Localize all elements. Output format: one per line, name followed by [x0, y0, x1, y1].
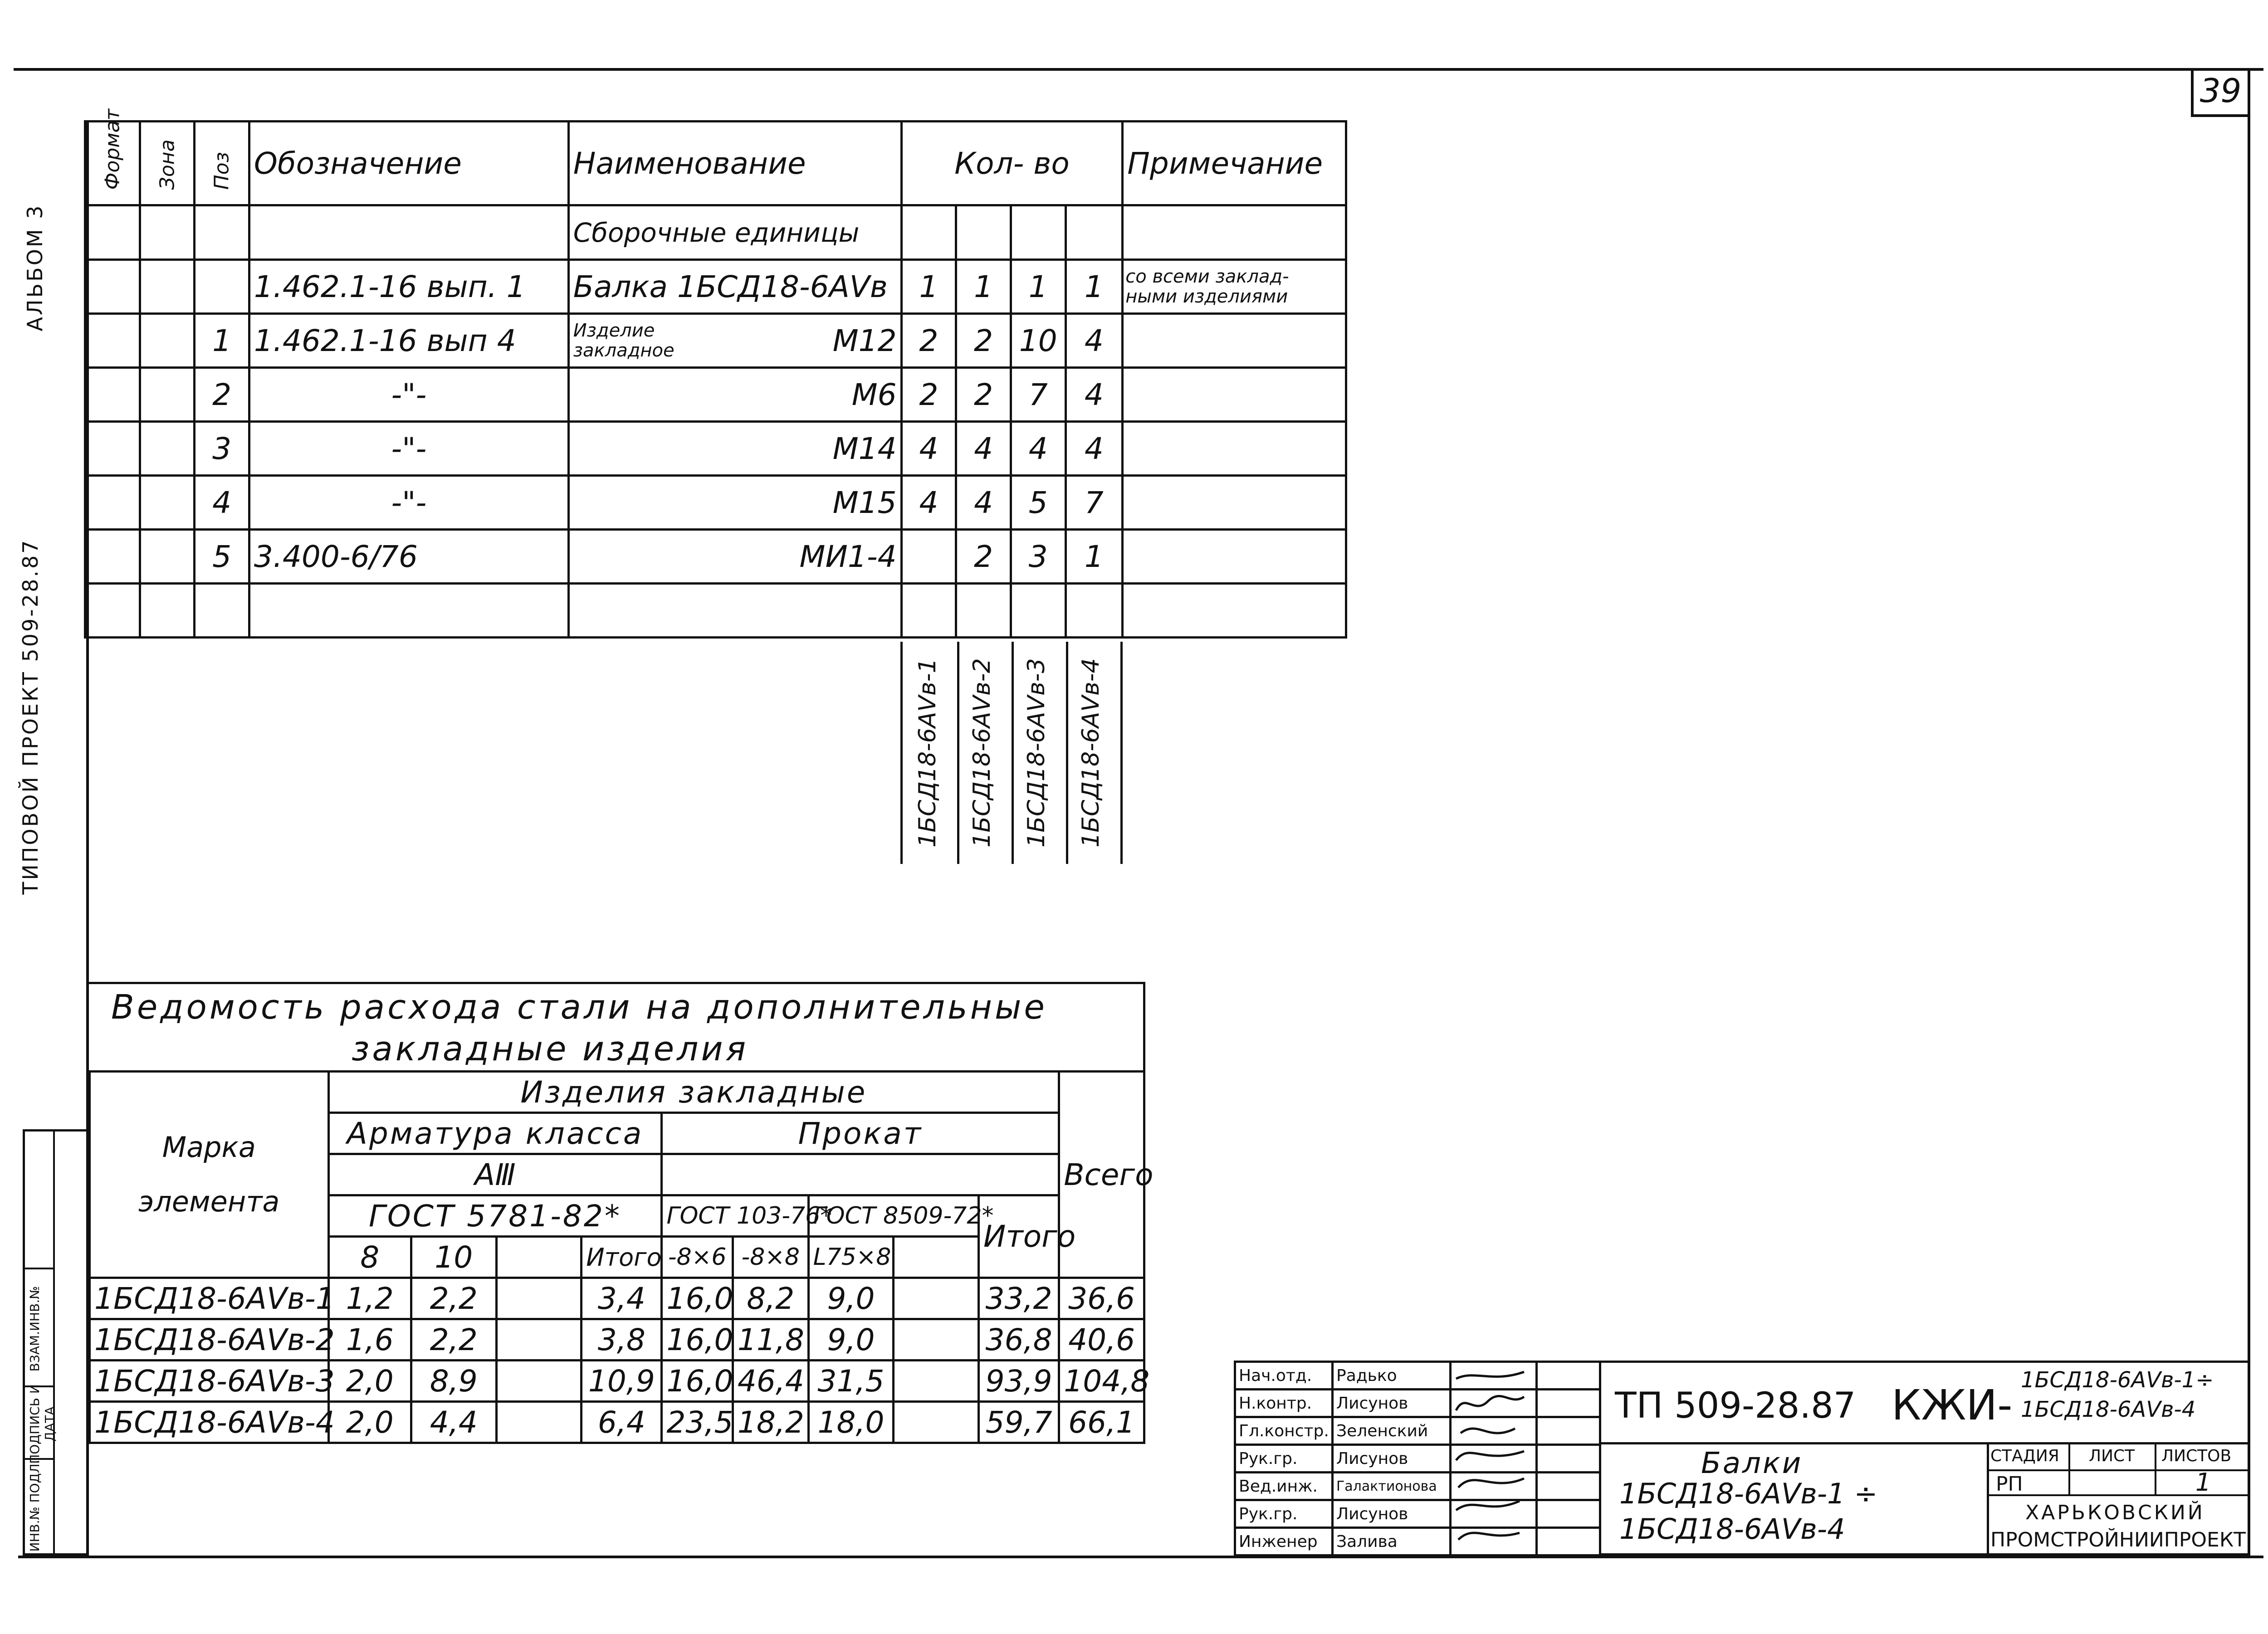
row-name: Изделие закладное М12	[568, 314, 901, 368]
table-row: 2 -"- М6 2 2 7 4	[85, 368, 1346, 422]
signature-6	[1456, 1501, 1520, 1510]
col-designation-header: Обозначение	[249, 122, 568, 205]
signature-1	[1456, 1372, 1524, 1379]
specification-table	[84, 108, 1347, 639]
table-row: 1БСД18-6АⅤв-2 1,6 2,2 3,8 16,0 11,8 9,0 36,8 40,6	[90, 1319, 1144, 1361]
organization-line-1: ХАРЬКОВСКИЙ	[2025, 1501, 2205, 1524]
table-row-empty	[85, 584, 1346, 638]
table-row: 1.462.1-16 вып. 1 Балка 1БСД18-6АⅤв 1 1 1 1 со всеми заклад- ными изделиями	[85, 260, 1346, 314]
doc-code: ТП 509-28.87	[1615, 1385, 1856, 1426]
signature-7	[1458, 1533, 1520, 1540]
section-title: Сборочные единицы	[568, 205, 901, 260]
steel-table: Марка элемента Изделия закладные Всего Арматура класса Прокат АⅢ ГОСТ 5781-82* ГОСТ 103-76* ГОСТ 8509-72* Итого 8 10 Итого -8×6 -8×8 L75×8 1БСД18-6АⅤв-1 1,2 2,2 3,4 16,0 8,2 9,0 33,2 36,6 1БСД18-6АⅤв-2 1,6 2,2 3,8 16,0 11,8 9,0 36,8 40,6 1БСД18-6АⅤв-3 2,0 8,9 10,9 16,0 46,4 31,5 93,9 104,8 1БСД18-6АⅤв-4 2,0 4,4 6,4 23,5 18,2 18,0 59,7 66,1	[88, 1070, 1145, 1444]
table-row: 4 -"- М15 4 4 5 7	[85, 476, 1346, 530]
table-row: 1БСД18-6АⅤв-4 2,0 4,4 6,4 23,5 18,2 18,0 59,7 66,1	[90, 1402, 1144, 1443]
stage-value: РП	[1996, 1473, 2023, 1496]
section-row	[85, 205, 1346, 260]
table-row: 1 1.462.1-16 вып 4 Изделие закладное М12 2 2 10 4	[85, 314, 1346, 368]
sheets-label: ЛИСТОВ	[2161, 1447, 2232, 1465]
kzh-label: КЖИ-	[1892, 1381, 2013, 1429]
frame-bottom-line	[18, 1556, 2263, 1558]
qty-col-label-2: 1БСД18-6АⅤв-2	[968, 658, 996, 848]
signatures	[1447, 1361, 1533, 1551]
signature-5	[1458, 1478, 1524, 1488]
signature-4	[1456, 1451, 1524, 1460]
left-stamp	[23, 1129, 86, 1556]
stamp-label-sign: ПОДПИСЬ И ДАТА	[27, 1384, 57, 1464]
page-number-box: 39	[2191, 68, 2248, 117]
frame-right-line	[2248, 68, 2250, 1558]
qty-col-label-4: 1БСД18-6АⅤв-4	[1077, 658, 1105, 848]
kzh-mark-2: 1БСД18-6АⅤв-4	[2021, 1397, 2196, 1422]
signature-2	[1456, 1396, 1524, 1410]
item-title: Балки	[1701, 1447, 1803, 1480]
stamp-label-replace: ВЗАМ.ИНВ.№	[27, 1286, 42, 1372]
qty-col-label-3: 1БСД18-6АⅤв-3	[1023, 658, 1050, 848]
table-row: 3 -"- М14 4 4 4 4	[85, 422, 1346, 476]
item-mark-2: 1БСД18-6АⅤв-4	[1619, 1512, 1845, 1546]
stamp-label-inv: ИНВ.№ ПОДЛ.	[27, 1459, 42, 1552]
spec-header-row	[85, 122, 1346, 205]
organization-line-2: ПРОМСТРОЙНИИПРОЕКТ	[1990, 1528, 2246, 1551]
project-label: ТИПОВОЙ ПРОЕКТ 509-28.87	[18, 538, 43, 895]
h-mark: Марка элемента	[90, 1072, 329, 1278]
row-name: Балка 1БСД18-6АⅤв	[568, 260, 901, 314]
col-zone-header: Зона	[140, 122, 195, 205]
col-name-header: Наименование	[568, 122, 901, 205]
row-designation: 1.462.1-16 вып. 1	[249, 260, 568, 314]
col-format-header: Формат	[85, 122, 140, 205]
stage-label: СТАДИЯ	[1990, 1447, 2059, 1465]
kzh-mark-1: 1БСД18-6АⅤв-1÷	[2021, 1367, 2214, 1393]
col-pos-header: Поз	[195, 122, 249, 205]
sheet-label: ЛИСТ	[2089, 1447, 2135, 1465]
top-border	[14, 68, 2263, 71]
row-note: со всеми заклад- ными изделиями	[1123, 260, 1346, 314]
title-block-signatures: Нач.отд. Радько Н.контр. Лисунов Гл.констр. Зеленский Рук.гр. Лисунов Вед.инж. Галактионова Рук.гр. Лисунов Инженер Залива	[1234, 1361, 1601, 1556]
table-row: 5 3.400-6/76 МИ1-4 2 3 1	[85, 530, 1346, 584]
steel-title: Ведомость расхода стали на дополнительные закладные изделия	[88, 982, 1145, 1073]
table-row: 1БСД18-6АⅤв-1 1,2 2,2 3,4 16,0 8,2 9,0 33,2 36,6	[90, 1278, 1144, 1319]
col-note-header: Примечание	[1123, 122, 1346, 205]
title-block-main	[1599, 1361, 2248, 1556]
table-row: 1БСД18-6АⅤв-3 2,0 8,9 10,9 16,0 46,4 31,5 93,9 104,8	[90, 1361, 1144, 1402]
item-mark-1: 1БСД18-6АⅤв-1 ÷	[1619, 1477, 1878, 1510]
album-label: АЛЬБОМ 3	[23, 204, 47, 332]
col-qty-header: Кол- во	[901, 122, 1123, 205]
signature-3	[1461, 1429, 1515, 1433]
qty-columns-block	[900, 642, 1123, 864]
sheets-value: 1	[2195, 1468, 2211, 1497]
qty-col-label-1: 1БСД18-6АⅤв-1	[914, 658, 941, 848]
